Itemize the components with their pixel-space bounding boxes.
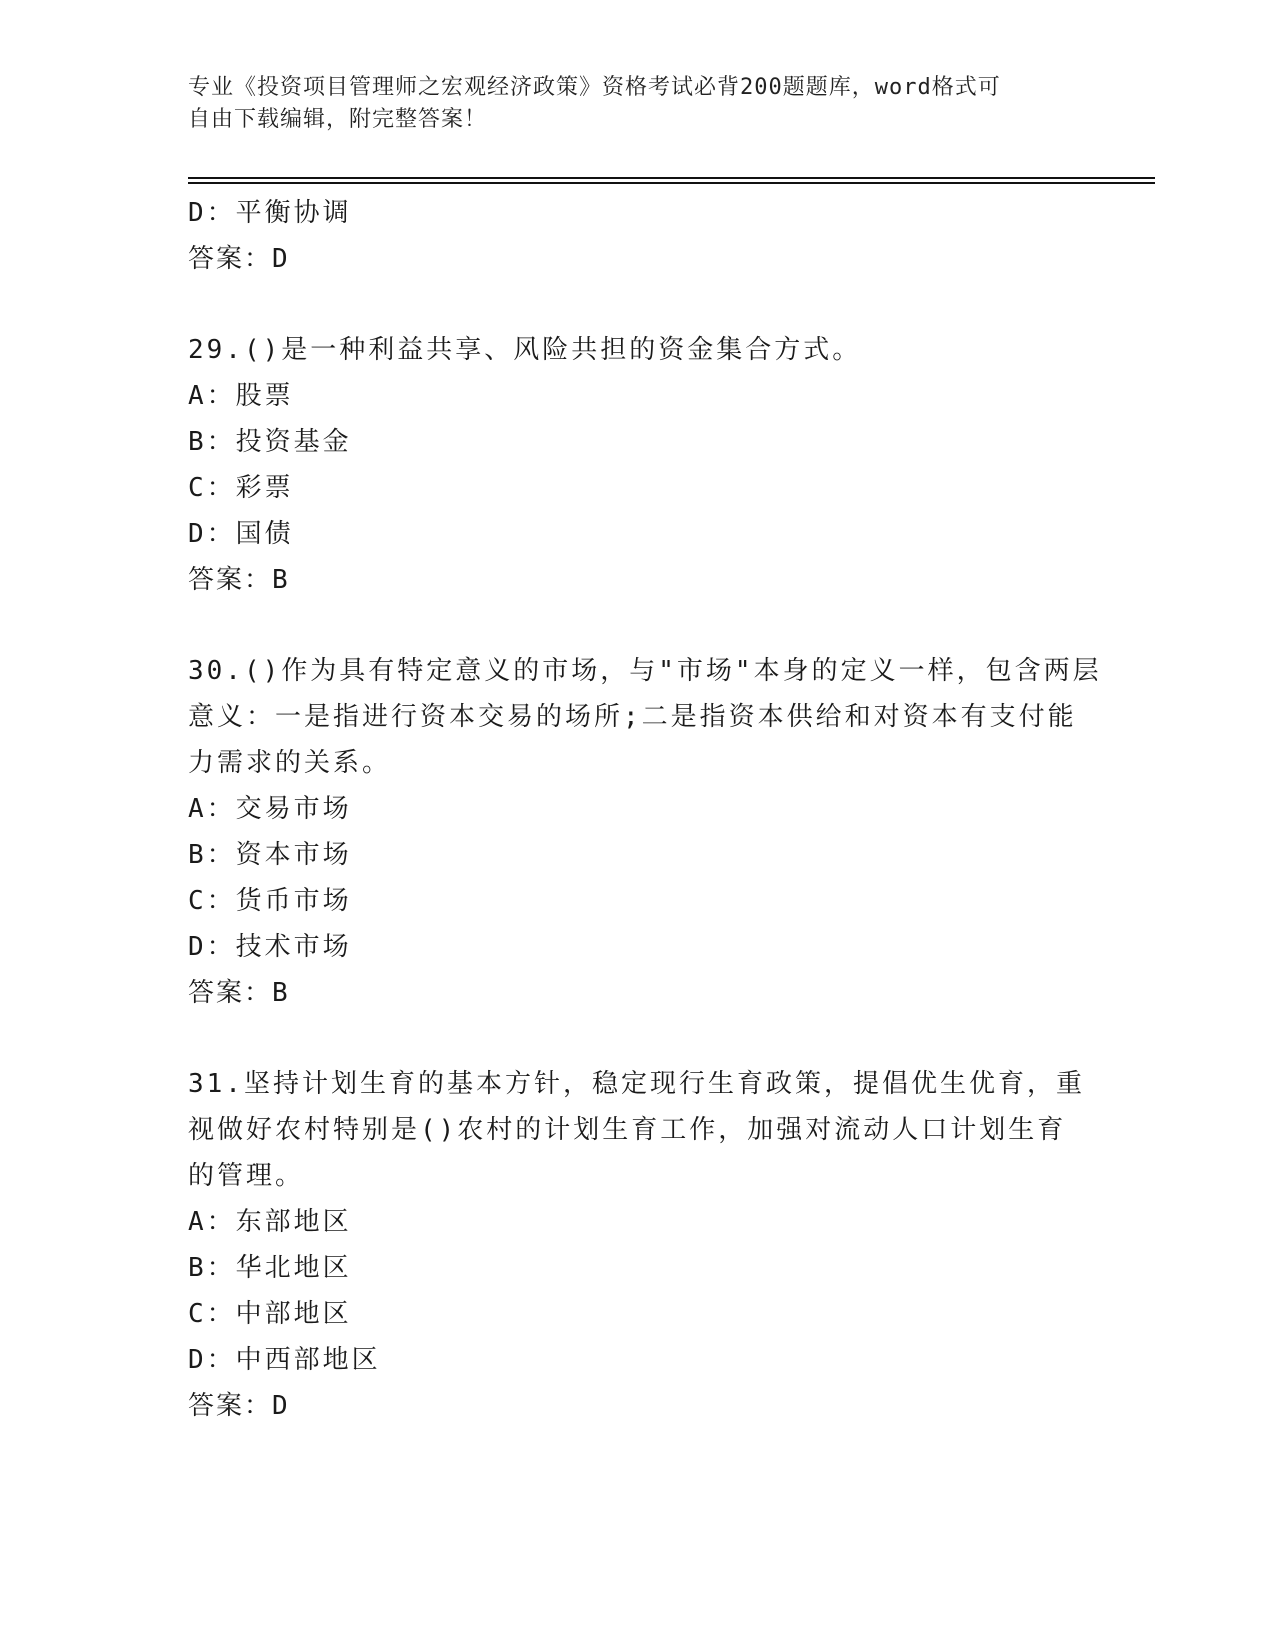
header-divider-top — [188, 177, 1155, 179]
option-a: A：股票 — [188, 381, 294, 411]
option-d: D：技术市场 — [188, 932, 352, 962]
option-b: B：资本市场 — [188, 840, 352, 870]
answer: 答案：B — [188, 978, 290, 1008]
answer: 答案：B — [188, 565, 290, 595]
header-line-1: 专业《投资项目管理师之宏观经济政策》资格考试必背200题题库，word格式可 — [188, 75, 1001, 100]
option-d: D：中西部地区 — [188, 1345, 381, 1375]
question-stem-line: 的管理。 — [188, 1161, 305, 1191]
option-a: A：交易市场 — [188, 794, 352, 824]
option-a: A：东部地区 — [188, 1207, 352, 1237]
spacer — [188, 282, 1088, 327]
spacer — [188, 603, 1088, 648]
page-header — [188, 72, 1088, 136]
option-b: B：投资基金 — [188, 427, 352, 457]
option-d: D：平衡协调 — [188, 198, 352, 228]
question-stem-line: 30.()作为具有特定意义的市场，与"市场"本身的定义一样，包含两层 — [188, 656, 1102, 686]
option-c: C：货币市场 — [188, 886, 352, 916]
option-c: C：彩票 — [188, 473, 294, 503]
question-stem-line: 31.坚持计划生育的基本方针，稳定现行生育政策，提倡优生优育，重 — [188, 1069, 1085, 1099]
option-d: D：国债 — [188, 519, 294, 549]
answer: 答案：D — [188, 1391, 290, 1421]
question-stem-line: 视做好农村特别是()农村的计划生育工作，加强对流动人口计划生育 — [188, 1115, 1067, 1145]
question-31 — [188, 1061, 1088, 1429]
option-b: B：华北地区 — [188, 1253, 352, 1283]
question-29 — [188, 327, 1088, 603]
question-stem-line: 力需求的关系。 — [188, 748, 392, 778]
question-stem-line: 意义：一是指进行资本交易的场所;二是指资本供给和对资本有支付能 — [188, 702, 1077, 732]
question-30 — [188, 648, 1102, 1016]
answer: 答案：D — [188, 244, 290, 274]
option-c: C：中部地区 — [188, 1299, 352, 1329]
document-body — [188, 190, 1102, 1429]
question-stem: 29.()是一种利益共享、风险共担的资金集合方式。 — [188, 335, 862, 365]
header-line-2: 自由下载编辑，附完整答案！ — [188, 107, 488, 132]
spacer — [188, 1016, 1088, 1061]
header-divider-bottom — [188, 182, 1155, 184]
